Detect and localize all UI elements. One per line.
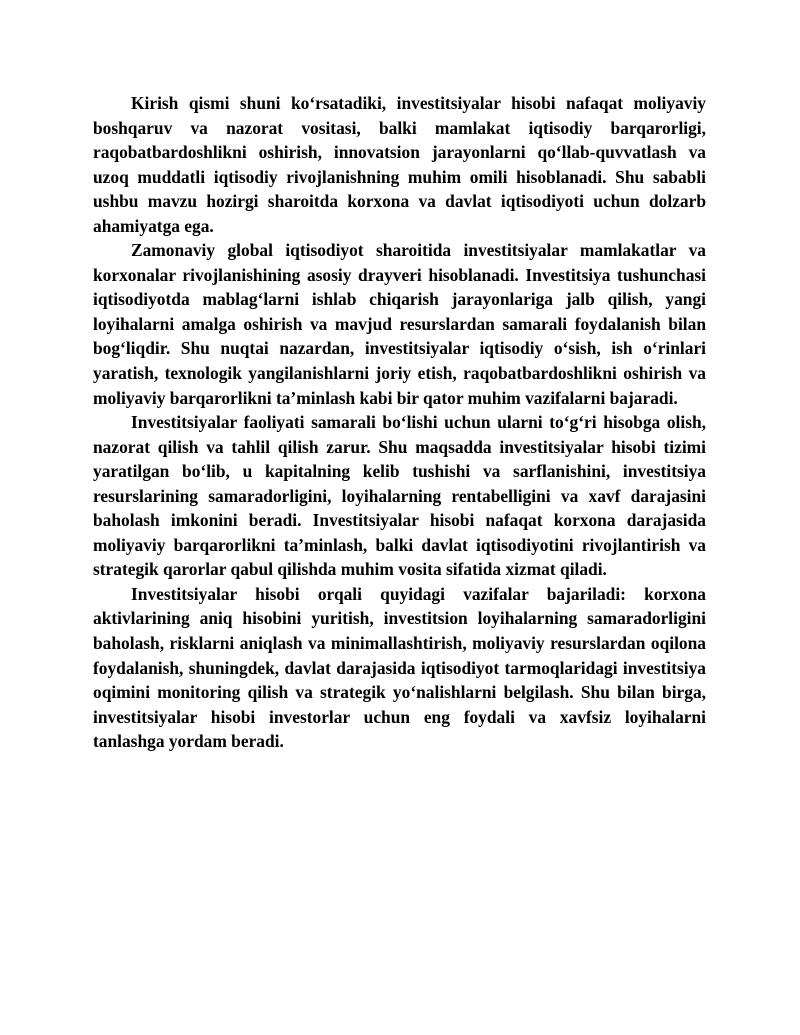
paragraph-3: Investitsiyalar faoliyati samarali bo‘lishi uchun ularni to‘g‘ri hisobga olish, nazorat qilish va tahlil qilish zarur. Shu maqsadda investitsiyalar hisobi tizimi yaratilgan bo‘lib, u kapitalning kelib tushishi va sarflanishini, investitsiya resurslarining samaradorligini, loyihalarning rentabelligini va xavf darajasini baholash imkonini beradi. Investitsiyalar hisobi nafaqat korxona darajasida moliyaviy barqarorlikni ta’minlash, balki davlat iqtisodiyotini rivojlantirish va strategik qarorlar qabul qilishda muhim vosita sifatida xizmat qiladi.	[93, 412, 706, 580]
paragraph-4: Investitsiyalar hisobi orqali quyidagi vazifalar bajariladi: korxona aktivlarining aniq hisobini yuritish, investitsion loyihalarning samaradorligini baholash, risklarni aniqlash va minimallashtirish, moliyaviy resurslardan oqilona foydalanish, shuningdek, davlat darajasida iqtisodiyot tarmoqlaridagi investitsiya oqimini monitoring qilish va strategik yo‘nalishlarni belgilash. Shu bilan birga, investitsiyalar hisobi investorlar uchun eng foydali va xavfsiz loyihalarni tanlashga yordam beradi.	[93, 583, 706, 752]
document-body	[93, 91, 706, 754]
paragraph-2: Zamonaviy global iqtisodiyot sharoitida investitsiyalar mamlakatlar va korxonalar rivojlanishining asosiy drayveri hisoblanadi. Investitsiya tushunchasi iqtisodiyotda mablag‘larni ishlab chiqarish jarayonlariga jalb qilish, yangi loyihalarni amalga oshirish va mavjud resurslardan samarali foydalanish bilan bog‘liqdir. Shu nuqtai nazardan, investitsiyalar iqtisodiy o‘sish, ish o‘rinlari yaratish, texnologik yangilanishlarni joriy etish, raqobatbardoshlikni oshirish va moliyaviy barqarorlikni ta’minlash kabi bir qator muhim vazifalarni bajaradi.	[93, 240, 706, 408]
paragraph-1: Kirish qismi shuni ko‘rsatadiki, investitsiyalar hisobi nafaqat moliyaviy boshqaruv va nazorat vositasi, balki mamlakat iqtisodiy barqarorligi, raqobatbardoshlikni oshirish, innovatsion jarayonlarni qo‘llab-quvvatlash va uzoq muddatli iqtisodiy rivojlanishning muhim omili hisoblanadi. Shu sababli ushbu mavzu hozirgi sharoitda korxona va davlat iqtisodiyoti uchun dolzarb ahamiyatga ega.	[93, 93, 706, 236]
